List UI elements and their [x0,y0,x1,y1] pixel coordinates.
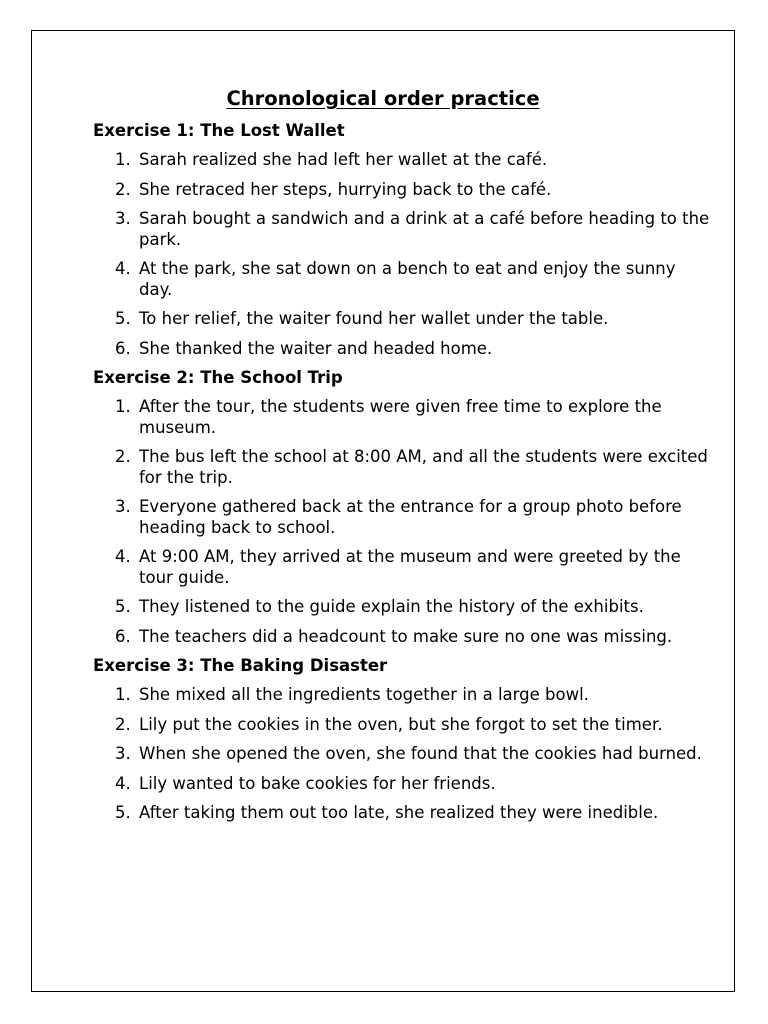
step-number: 6. [115,338,131,358]
step-number: 3. [115,744,131,763]
step-text: Sarah bought a sandwich and a drink at a café before heading to the park. [139,209,710,249]
exercise-steps [93,397,713,647]
step-text: At the park, she sat down on a bench to eat and enjoy the sunny day. [139,259,676,299]
list-item [115,685,713,706]
list-item [115,179,713,201]
list-item [115,744,713,765]
exercise-steps [93,685,713,824]
list-item [115,309,713,330]
step-number: 1. [115,685,131,704]
step-text: To her relief, the waiter found her wallet under the table. [139,309,609,328]
exercise-section [93,121,713,359]
list-item [115,714,713,736]
step-text: Sarah realized she had left her wallet at the café. [139,150,548,169]
exercise-steps [93,150,713,359]
step-text: She thanked the waiter and headed home. [139,338,493,358]
step-number: 1. [115,397,131,416]
step-number: 5. [115,309,131,328]
step-number: 2. [115,447,131,466]
step-text: Lily put the cookies in the oven, but she forgot to set the timer. [139,714,663,734]
exercise-section [93,656,713,824]
step-text: She mixed all the ingredients together in a large bowl. [139,685,589,704]
step-number: 4. [115,259,131,278]
exercise-heading: Exercise 3: The Baking Disaster [93,656,388,675]
exercise-heading: Exercise 2: The School Trip [93,368,343,387]
step-text: Everyone gathered back at the entrance for a group photo before heading back to school. [139,497,682,537]
step-text: Lily wanted to bake cookies for her friends. [139,773,496,793]
step-text: When she opened the oven, she found that the cookies had burned. [139,744,702,763]
list-item [115,597,713,618]
exercise-list [93,121,713,833]
step-text: They listened to the guide explain the history of the exhibits. [139,597,644,616]
step-number: 3. [115,209,131,228]
document-title: Chronological order practice [226,87,540,110]
step-number: 5. [115,803,131,822]
step-text: After the tour, the students were given free time to explore the museum. [139,397,662,437]
step-number: 5. [115,597,131,616]
step-text: After taking them out too late, she realized they were inedible. [139,803,659,822]
exercise-heading: Exercise 1: The Lost Wallet [93,121,345,140]
step-text: At 9:00 AM, they arrived at the museum and were greeted by the tour guide. [139,547,681,587]
step-number: 3. [115,497,131,516]
list-item [115,773,713,795]
list-item [115,209,713,250]
list-item [115,547,713,588]
list-item [115,497,713,538]
list-item [115,397,713,438]
list-item [115,338,713,360]
list-item [115,259,713,300]
step-number: 4. [115,547,131,566]
step-number: 4. [115,773,131,793]
list-item [115,626,713,648]
step-text: The bus left the school at 8:00 AM, and all the students were excited for the trip. [139,447,708,487]
step-number: 2. [115,714,131,734]
list-item [115,803,713,824]
list-item [115,150,713,171]
exercise-section [93,368,713,647]
list-item [115,447,713,488]
step-number: 6. [115,626,131,646]
step-number: 2. [115,179,131,199]
step-text: She retraced her steps, hurrying back to the café. [139,179,552,199]
page-frame [31,30,735,992]
step-text: The teachers did a headcount to make sure no one was missing. [139,626,673,646]
step-number: 1. [115,150,131,169]
